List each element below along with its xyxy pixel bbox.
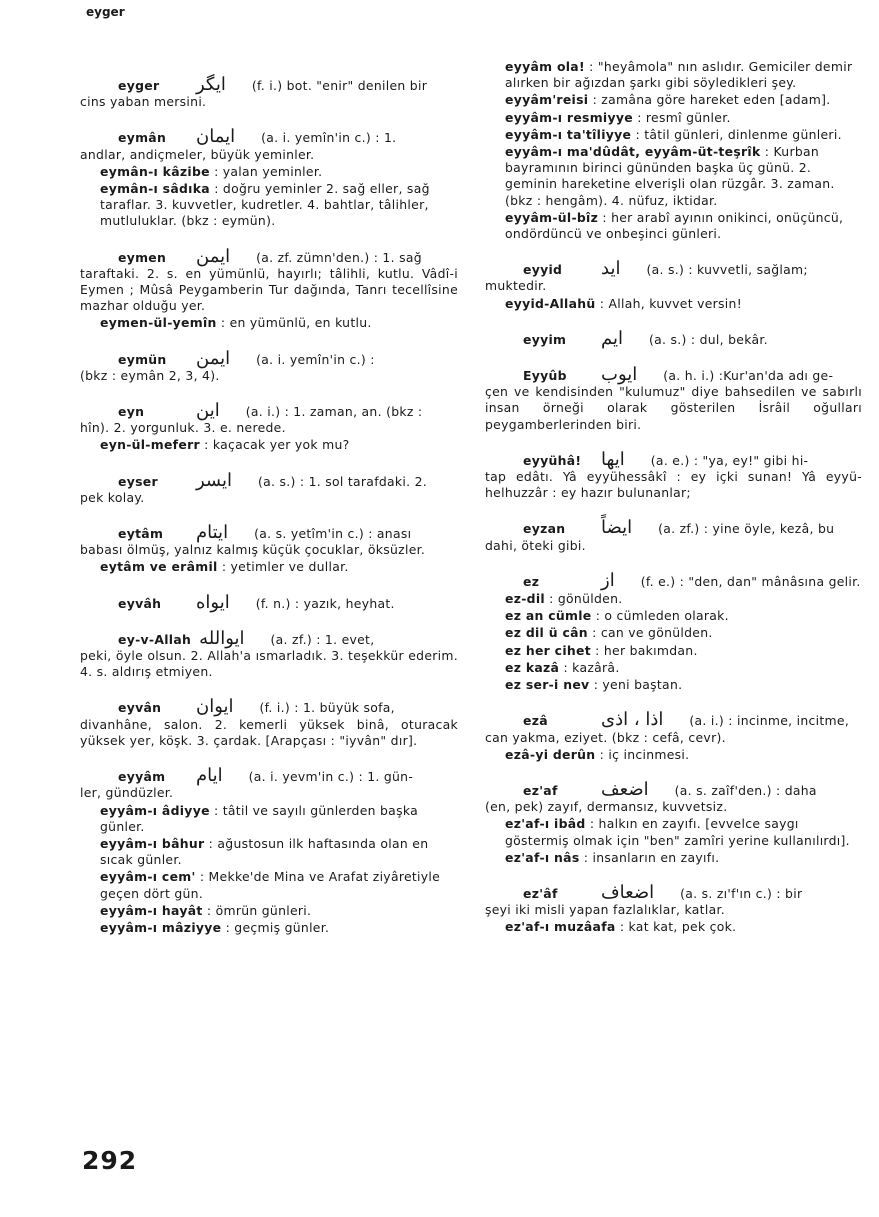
subentry-definition: : ağustosun ilk haftasında olan en sıcak günler.: [100, 835, 429, 868]
entry-definition-start: (a. i.) : incinme, incitme,: [689, 713, 850, 729]
subentry-definition: : doğru yeminler 2. sağ eller, sağ taraflar. 3. kuvvetler, kudretler. 4. bahtlar, tâlihler, mutluluklar. (bkz : eymün).: [100, 181, 430, 229]
subentry-definition: : Kurban bayramının birinci gününden başka üç günü. 2. geminin hareketine elverişli olan rüzgâr. 3. zaman. (bkz : hengâm). 4. nüfuz, iktidar.: [505, 144, 835, 208]
subentry: [80, 181, 458, 230]
subentry-headword: ez an cümle: [505, 608, 592, 624]
arabic-script: ایوالله: [199, 627, 245, 649]
subentry-definition: : Allah, kuvvet versin!: [599, 295, 742, 311]
subentry-headword: eyyâm ola!: [505, 59, 585, 74]
subentry-headword: eyyâm-ı ma'dûdât, eyyâm-üt-teşrîk: [505, 144, 761, 160]
arabic-script: ایواه: [196, 591, 230, 613]
subentry-definition: : kat kat, pek çok.: [619, 919, 737, 935]
entry-definition-start: (a. i.) : 1. zaman, an. (bkz :: [245, 404, 423, 420]
entry-head-line: [485, 778, 862, 800]
subentry: [485, 591, 862, 607]
subentry: [485, 643, 862, 659]
entry-head-line: [485, 366, 862, 384]
subentry: [80, 869, 458, 901]
subentry-definition: : resmî günler.: [637, 109, 731, 125]
subentry: [485, 110, 862, 126]
entry-head-line: [485, 327, 862, 349]
headword: eyvâh: [118, 595, 162, 611]
headword: ey-v-Allah: [118, 631, 192, 647]
entry-head-line: [485, 881, 862, 903]
entry-definition-start: (a. s.) : dul, bekâr.: [649, 331, 768, 347]
entry-definition-start: (a. i. yemîn'in c.) : 1.: [261, 130, 397, 146]
entry-definition-start: (a. zf.) : 1. evet,: [270, 631, 375, 647]
entry-definition-start: (a. zf.) : yine öyle, kezâ, bu: [658, 521, 835, 537]
entry-definition: muktedir.: [485, 278, 547, 294]
subentry-definition: : kazârâ.: [563, 659, 620, 675]
entry-head-line: [80, 627, 458, 649]
entry-definition: divanhâne, salon. 2. kemerli yüksek binâ, oturacak yüksek yer, köşk. 3. çardak. [Arapçası : "iyvân" dır].: [80, 716, 458, 748]
dictionary-entry: [485, 881, 862, 936]
entry-head-line: [485, 519, 862, 537]
entry-head-line: [80, 402, 458, 420]
headword: eymün: [118, 351, 167, 367]
headword: eytâm: [118, 526, 164, 542]
headword: eyyâm: [118, 769, 166, 785]
subentry: [485, 660, 862, 676]
headword: ez'âf: [523, 885, 558, 901]
entry-head-line: [80, 767, 458, 785]
headword: eyyid: [523, 262, 563, 278]
subentry-definition: : yalan yeminler.: [214, 163, 323, 179]
subentry: [485, 919, 862, 935]
subentry-headword: ezâ-yi derûn: [505, 746, 596, 762]
subentry-headword: eyyâm'reisi: [505, 92, 589, 108]
dictionary-entry: [80, 627, 458, 681]
entry-head-line: [485, 260, 862, 278]
subentry: [485, 677, 862, 693]
subentry-definition: : kaçacak yer yok mu?: [204, 437, 350, 453]
left-column: [80, 58, 458, 946]
subentry-definition: : tâtil günleri, dinlenme günleri.: [635, 126, 842, 142]
subentry-definition: : gönülden.: [549, 591, 623, 607]
subentry-definition: : iç incinmesi.: [599, 746, 690, 762]
subentry: [485, 608, 862, 624]
subentry-definition: : o cümleden olarak.: [595, 608, 729, 624]
arabic-script: از: [601, 569, 615, 591]
entry-definition: tap edâtı. Yâ eyyühessâkî : ey içki sunan! Yâ eyyü-helhuzzâr : ey hazır bulunanlar;: [485, 469, 862, 501]
subentry: [485, 296, 862, 312]
entry-head-line: [80, 347, 458, 369]
headword: ez: [523, 573, 540, 589]
arabic-script: ایم: [601, 327, 623, 349]
entry-definition: dahi, öteki gibi.: [485, 537, 586, 553]
entry-definition: cins yaban mersini.: [80, 94, 207, 110]
subentry-headword: ez ser-i nev: [505, 677, 590, 693]
dictionary-entry: [485, 59, 862, 242]
subentry-headword: eyyâm-ı hayât: [100, 902, 203, 918]
running-head: eyger: [86, 5, 125, 19]
entry-head-line: [80, 245, 458, 267]
entry-definition: can yakma, eziyet. (bkz : cefâ, cevr).: [485, 729, 726, 745]
arabic-script: ایوب: [601, 364, 638, 386]
arabic-script: این: [196, 400, 220, 422]
arabic-script: ایوان: [196, 696, 234, 718]
subentry-definition: : halkın en zayıfı. [evvelce saygı göstermiş olmak için "ben" zamîri yerine kullanılırdı].: [505, 816, 850, 848]
arabic-script: اذا ، اذى: [601, 709, 664, 731]
dictionary-entry: [80, 245, 458, 332]
entry-head-line: [485, 711, 862, 729]
subentry-definition: : Mekke'de Mina ve Arafat ziyâretiyle geçen dört gün.: [100, 869, 441, 901]
subentry: [80, 920, 458, 936]
entry-definition-start: (a. s. zaîf'den.) : daha: [674, 782, 817, 798]
dictionary-entry: [80, 524, 458, 576]
entry-definition-start: (f. n.) : yazık, heyhat.: [255, 595, 395, 611]
subentry-definition: : "heyâmola" nın aslıdır. Gemiciler demir alırken bir ağızdan şarkı gibi söyledikleri şey.: [505, 59, 853, 91]
dictionary-entry: [80, 469, 458, 506]
subentry-headword: ez kazâ: [505, 659, 560, 675]
subentry: [485, 850, 862, 866]
right-column: [485, 58, 862, 946]
entry-head-line: [485, 569, 862, 591]
arabic-script: ایتام: [196, 522, 229, 544]
subentry-headword: eymân-ı kâzibe: [100, 163, 210, 179]
subentry: [485, 144, 862, 209]
headword: eyser: [118, 473, 158, 489]
entry-definition: taraftaki. 2. s. en yümünlü, hayırlı; tâlihli, kutlu. Vâdî-i Eymen ; Mûsâ Peygamberin Tur dağında, Tanrı tecellîsine mazhar olduğu yer.: [80, 265, 458, 314]
subentry-headword: eyyid-Allahü: [505, 295, 596, 311]
subentry-headword: eytâm ve erâmil: [100, 559, 218, 575]
arabic-script: ایگر: [196, 74, 226, 95]
entry-definition-start: (f. i.) : 1. büyük sofa,: [259, 700, 395, 716]
entry-definition: şeyi iki misli yapan fazlalıklar, katlar.: [485, 902, 725, 918]
headword: eyzan: [523, 521, 566, 537]
subentry-headword: ez'af-ı nâs: [505, 849, 580, 865]
entry-definition: pek kolay.: [80, 489, 145, 505]
headword: eyyim: [523, 331, 567, 347]
dictionary-entry: [485, 260, 862, 312]
dictionary-entry: [485, 366, 862, 433]
entry-head-line: [80, 128, 458, 146]
subentry-headword: ez dil ü cân: [505, 625, 588, 641]
dictionary-entry: [485, 448, 862, 502]
subentry-headword: eymân-ı sâdıka: [100, 181, 210, 197]
entry-definition: ler, gündüzler.: [80, 785, 174, 801]
subentry: [485, 625, 862, 641]
entry-definition: (bkz : eymân 2, 3, 4).: [80, 367, 220, 383]
subentry-definition: : can ve gönülden.: [592, 625, 713, 641]
subentry: [80, 437, 458, 453]
subentry-headword: ez'af-ı ibâd: [505, 816, 586, 832]
arabic-script: ایمان: [196, 126, 236, 148]
entry-definition-start: (a. s. zı'f'ın c.) : bir: [680, 885, 803, 901]
headword: Eyyûb: [523, 368, 567, 384]
entry-definition-start: (f. i.) bot. "enir" denilen bir: [251, 78, 428, 93]
entry-definition-start: (a. i. yemîn'in c.) :: [256, 351, 375, 367]
subentry: [485, 747, 862, 763]
dictionary-entry: [80, 698, 458, 749]
entry-definition-start: (a. s.) : kuvvetli, sağlam;: [646, 262, 808, 278]
subentry-headword: eyyâm-ül-bîz: [505, 209, 599, 225]
entry-definition: (en, pek) zayıf, dermansız, kuvvetsiz.: [485, 799, 728, 815]
entry-definition-start: (a. h. i.) :Kur'an'da adı ge-: [663, 368, 834, 384]
arabic-script: اضعاف: [601, 881, 655, 903]
subentry-definition: : en yümünlü, en kutlu.: [220, 315, 372, 331]
entry-definition: andlar, andiçmeler, büyük yeminler.: [80, 146, 315, 162]
headword: eymân: [118, 130, 167, 146]
subentry-headword: ez-dil: [505, 591, 545, 607]
arabic-script: ایسر: [196, 469, 232, 491]
subentry-definition: : zamâna göre hareket eden [adam].: [592, 92, 831, 108]
arabic-script: اید: [601, 258, 621, 280]
subentry: [485, 92, 862, 108]
entry-definition-start: (a. zf. zümn'den.) : 1. sağ: [256, 249, 422, 265]
entry-definition: çen ve kendisinden "kulumuz" diye bahsedilen ve sabırlı insan örneği olarak gösterilen İsrâil oğulları peygamberlerinden biri.: [485, 384, 862, 432]
subentry: [80, 803, 458, 835]
entry-head-line: [80, 591, 458, 613]
entry-definition-start: (a. s.) : 1. sol tarafdaki. 2.: [258, 473, 428, 489]
subentry: [485, 127, 862, 143]
subentry: [80, 836, 458, 868]
entry-definition: babası ölmüş, yalnız kalmış küçük çocuklar, öksüzler.: [80, 542, 426, 558]
subentry-definition: : tâtil ve sayılı günlerden başka günler.: [100, 802, 418, 834]
entry-head-line: [485, 448, 862, 470]
subentry-headword: eyyâm-ı bâhur: [100, 835, 205, 851]
dictionary-entry: [485, 711, 862, 763]
entry-definition: peki, öyle olsun. 2. Allah'a ısmarladık. 3. teşekkür ederim. 4. s. aldırış etmiyen.: [80, 648, 458, 680]
dictionary-entry: [485, 327, 862, 349]
dictionary-entry: [485, 569, 862, 693]
subentry-headword: eyyâm-ı cem': [100, 869, 196, 885]
page-number: 292: [82, 1146, 138, 1175]
headword: eymen: [118, 249, 167, 265]
subentry-headword: eymen-ül-yemîn: [100, 315, 217, 331]
headword: eyn: [118, 404, 145, 420]
arabic-script: ایها: [601, 448, 625, 470]
subentry: [80, 315, 458, 331]
headword: ez'af: [523, 782, 558, 798]
dictionary-entry: [80, 767, 458, 936]
entry-definition-start: (a. s. yetîm'in c.) : anası: [254, 526, 412, 542]
subentry-headword: eyyâm-ı mâziyye: [100, 919, 222, 935]
headword: eyger: [118, 78, 160, 93]
subentry-headword: eyyâm-ı ta'tîliyye: [505, 126, 632, 142]
arabic-script: ایضاً: [601, 517, 633, 539]
entry-head-line: [80, 698, 458, 716]
subentry-definition: : yetimler ve dullar.: [221, 559, 349, 575]
headword: eyvân: [118, 700, 162, 716]
subentry-definition: : her bakımdan.: [595, 642, 698, 658]
arabic-script: اضعف: [601, 778, 649, 800]
entry-head-line: [80, 76, 458, 94]
entry-definition-start: (a. i. yevm'in c.) : 1. gün-: [248, 769, 414, 785]
subentry: [485, 816, 862, 848]
headword: eyyühâ!: [523, 452, 582, 468]
dictionary-entry: [80, 128, 458, 229]
headword: ezâ: [523, 713, 548, 729]
dictionary-entry: [485, 778, 862, 866]
subentry-definition: : insanların en zayıfı.: [583, 849, 720, 865]
subentry-headword: eyyâm-ı âdiyye: [100, 802, 210, 818]
subentry: [80, 164, 458, 180]
entry-head-line: [80, 469, 458, 491]
subentry: [80, 559, 458, 575]
subentry-definition: : geçmiş günler.: [225, 919, 330, 935]
subentry-headword: ez her cihet: [505, 642, 591, 658]
subentry: [485, 210, 862, 242]
subentry-headword: ez'af-ı muzâafa: [505, 919, 616, 935]
entry-definition-start: (a. e.) : "ya, ey!" gibi hi-: [650, 452, 809, 468]
dictionary-entry: [80, 591, 458, 613]
dictionary-entry: [80, 347, 458, 384]
dictionary-entry: [80, 76, 458, 110]
arabic-script: ایمن: [196, 347, 231, 369]
dictionary-entry: [80, 402, 458, 454]
subentry-definition: : her arabî ayının onikinci, onüçüncü, ondördüncü ve onbeşinci günleri.: [505, 209, 844, 242]
entry-definition: hîn). 2. yorgunluk. 3. e. nerede.: [80, 420, 286, 436]
subentry: [485, 59, 862, 91]
subentry-definition: : ömrün günleri.: [206, 902, 312, 918]
entry-definition-start: (f. e.) : "den, dan" mânâsına gelir.: [640, 573, 861, 589]
subentry-definition: : yeni baştan.: [593, 677, 683, 693]
arabic-script: ایمن: [196, 245, 231, 267]
dictionary-entry: [485, 519, 862, 553]
subentry-headword: eyyâm-ı resmiyye: [505, 109, 633, 125]
subentry: [80, 903, 458, 919]
entry-head-line: [80, 524, 458, 542]
subentry-headword: eyn-ül-meferr: [100, 437, 200, 453]
arabic-script: ایام: [196, 765, 223, 787]
